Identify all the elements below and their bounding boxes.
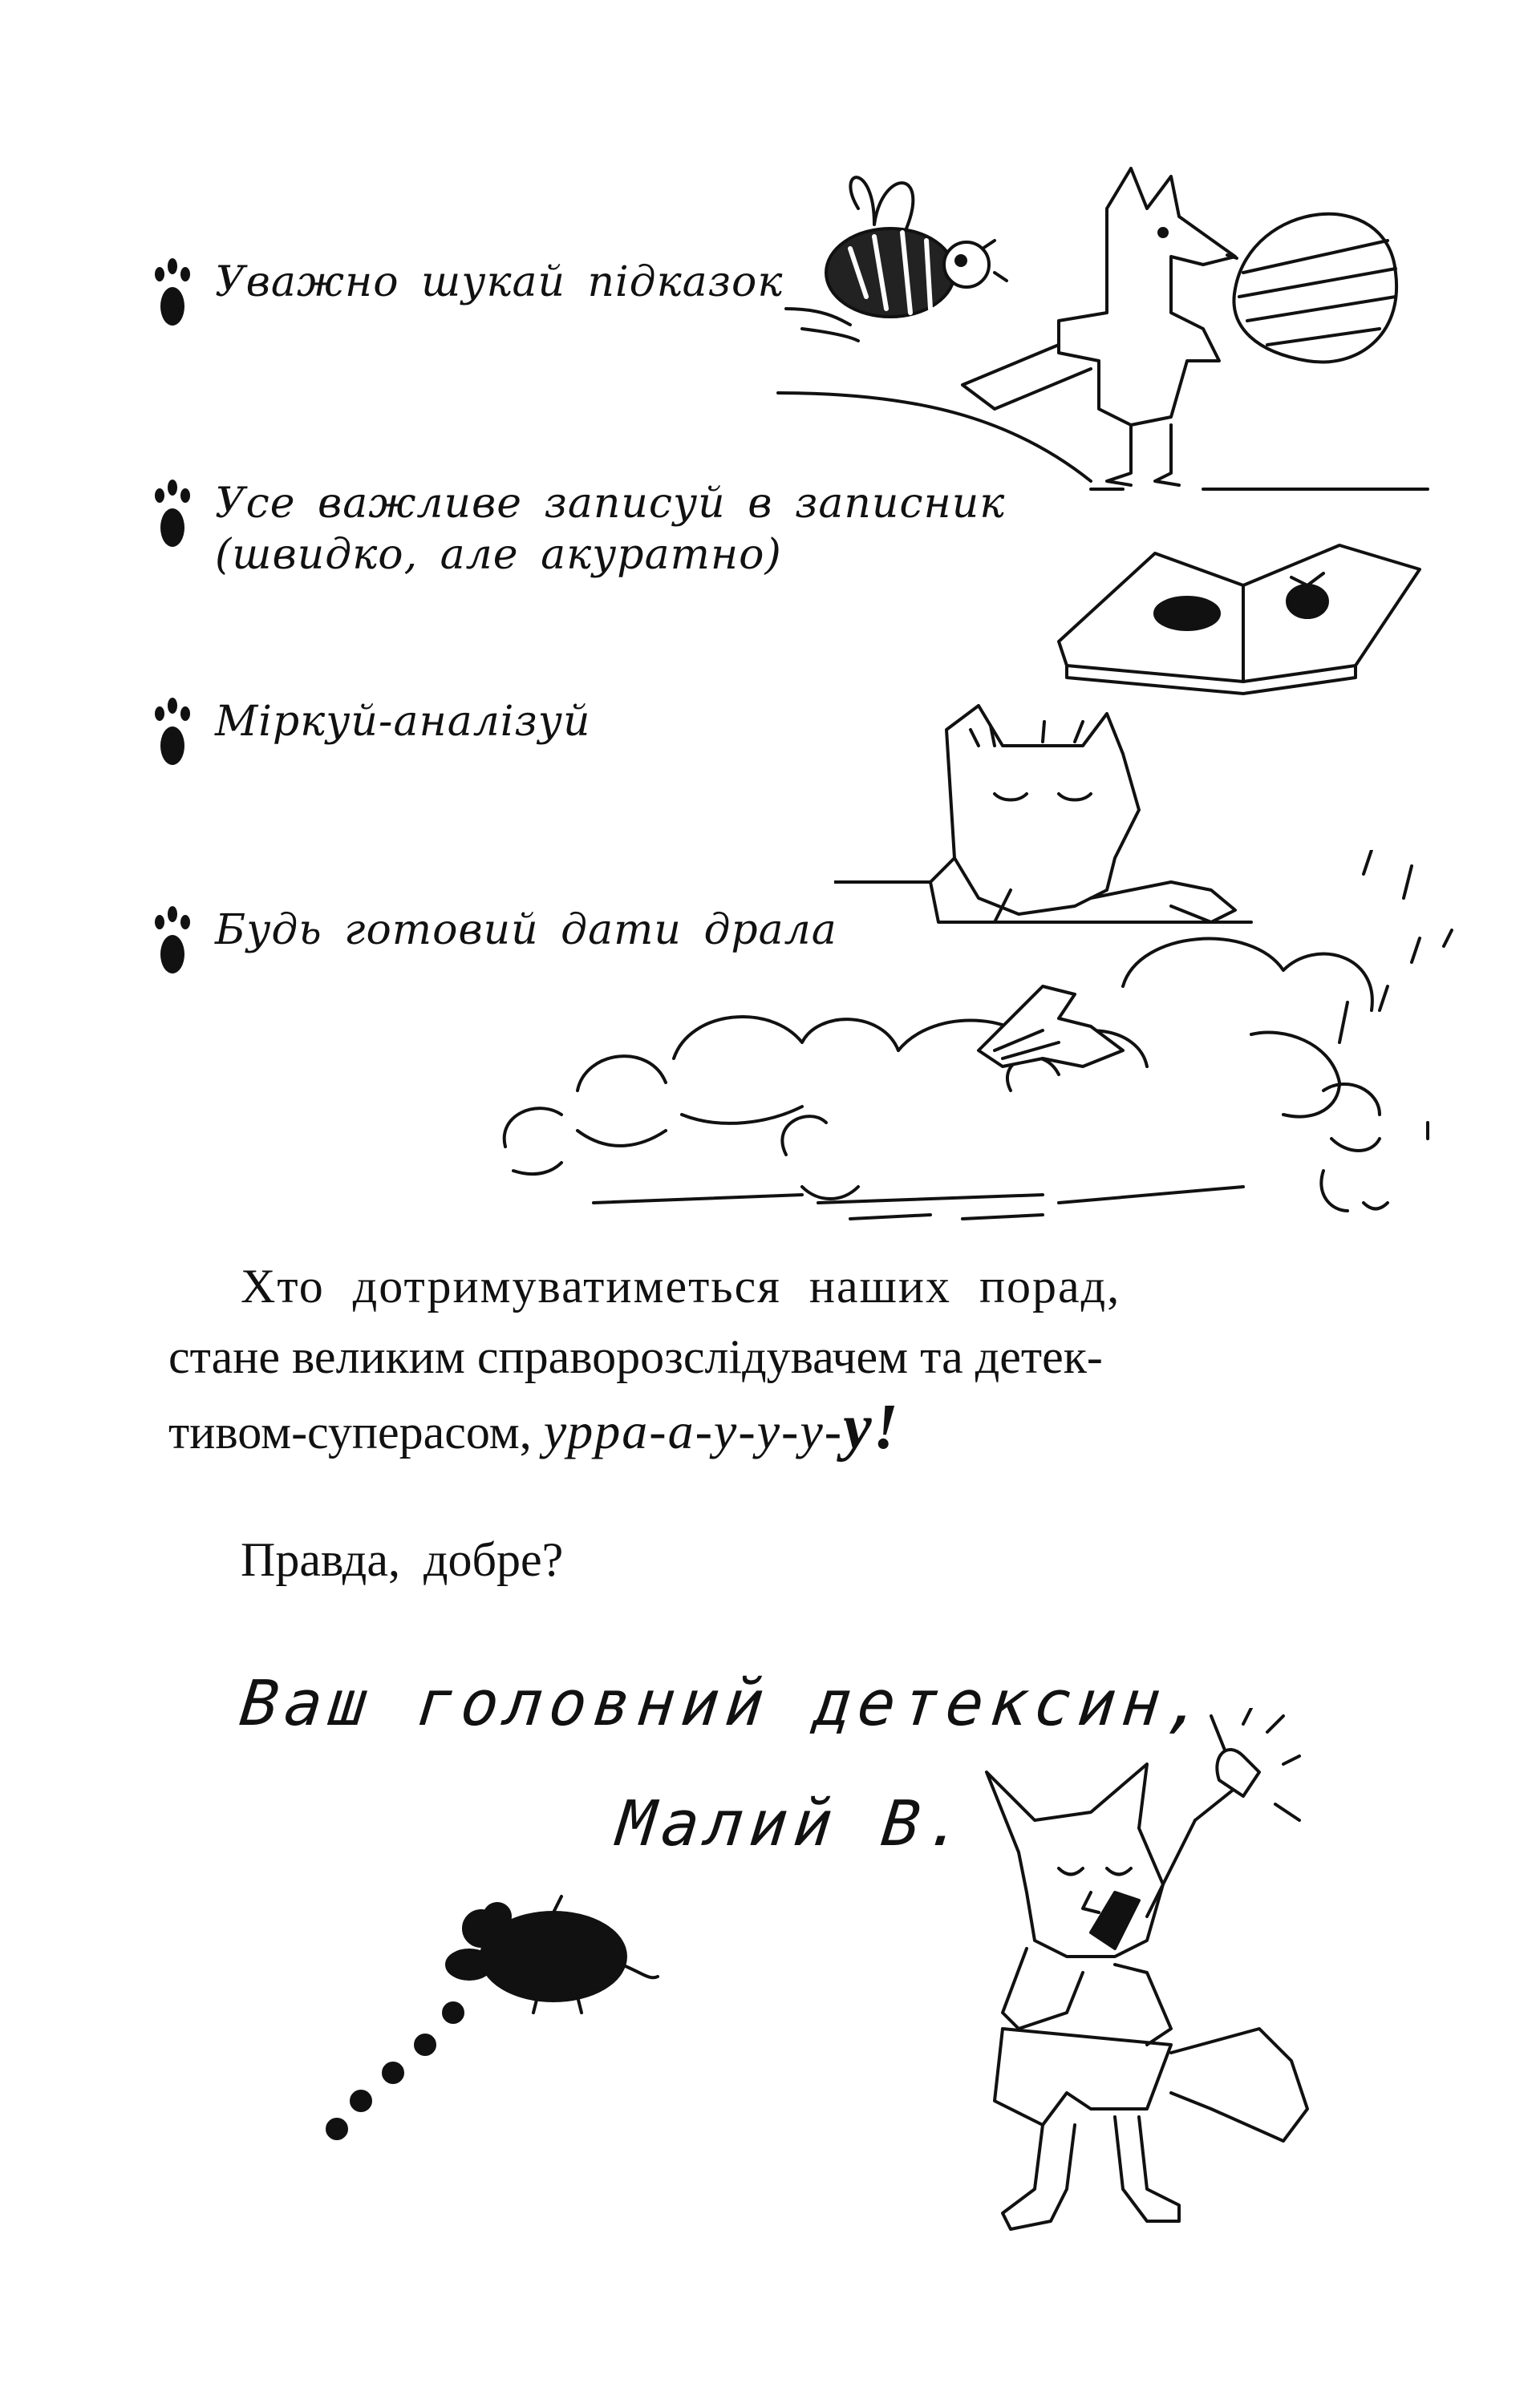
tip-text: Міркуй-аналізуй — [215, 698, 591, 746]
paragraph-line — [168, 1392, 1315, 1467]
paw-print-icon — [152, 905, 192, 977]
standing-fox-illustration — [906, 1708, 1420, 2269]
question-text: Правда, добре? — [241, 1533, 564, 1586]
mouse-illustration — [313, 1884, 682, 2173]
cheer-end-text: у! — [843, 1392, 900, 1463]
tip-item — [152, 257, 783, 329]
cheer-text: урра-а-у-у-у- — [543, 1402, 844, 1459]
notebook-illustration — [1051, 537, 1428, 698]
fox-drawing — [962, 168, 1237, 485]
bee-drawing — [786, 177, 1007, 341]
beehive-drawing — [1234, 214, 1396, 362]
paragraph-text: тивом-суперасом, — [168, 1406, 544, 1459]
tip-text: Усе важливе записуй в записник (швидко, але акуратно) — [215, 480, 1006, 579]
tip-item — [152, 696, 590, 768]
paragraph-line: Хто дотримуватиметься наших порад, — [241, 1260, 1121, 1313]
signature-name: Малий В. — [614, 1788, 975, 1860]
paw-print-icon — [152, 257, 192, 329]
dust-cloud-illustration — [481, 850, 1460, 1267]
paw-print-icon — [152, 696, 192, 768]
tip-text: Будь готовий дати драла — [215, 906, 837, 954]
paw-print-icon — [152, 478, 192, 550]
signature-line: Ваш головний детексин, — [237, 1668, 1214, 1740]
paragraph-line: стане великим справорозслідувачем та детек- — [168, 1330, 1103, 1383]
fox-bee-illustration — [754, 152, 1444, 505]
tip-text: Уважно шукай підказок — [215, 258, 784, 306]
main-paragraph — [168, 1251, 1315, 1467]
